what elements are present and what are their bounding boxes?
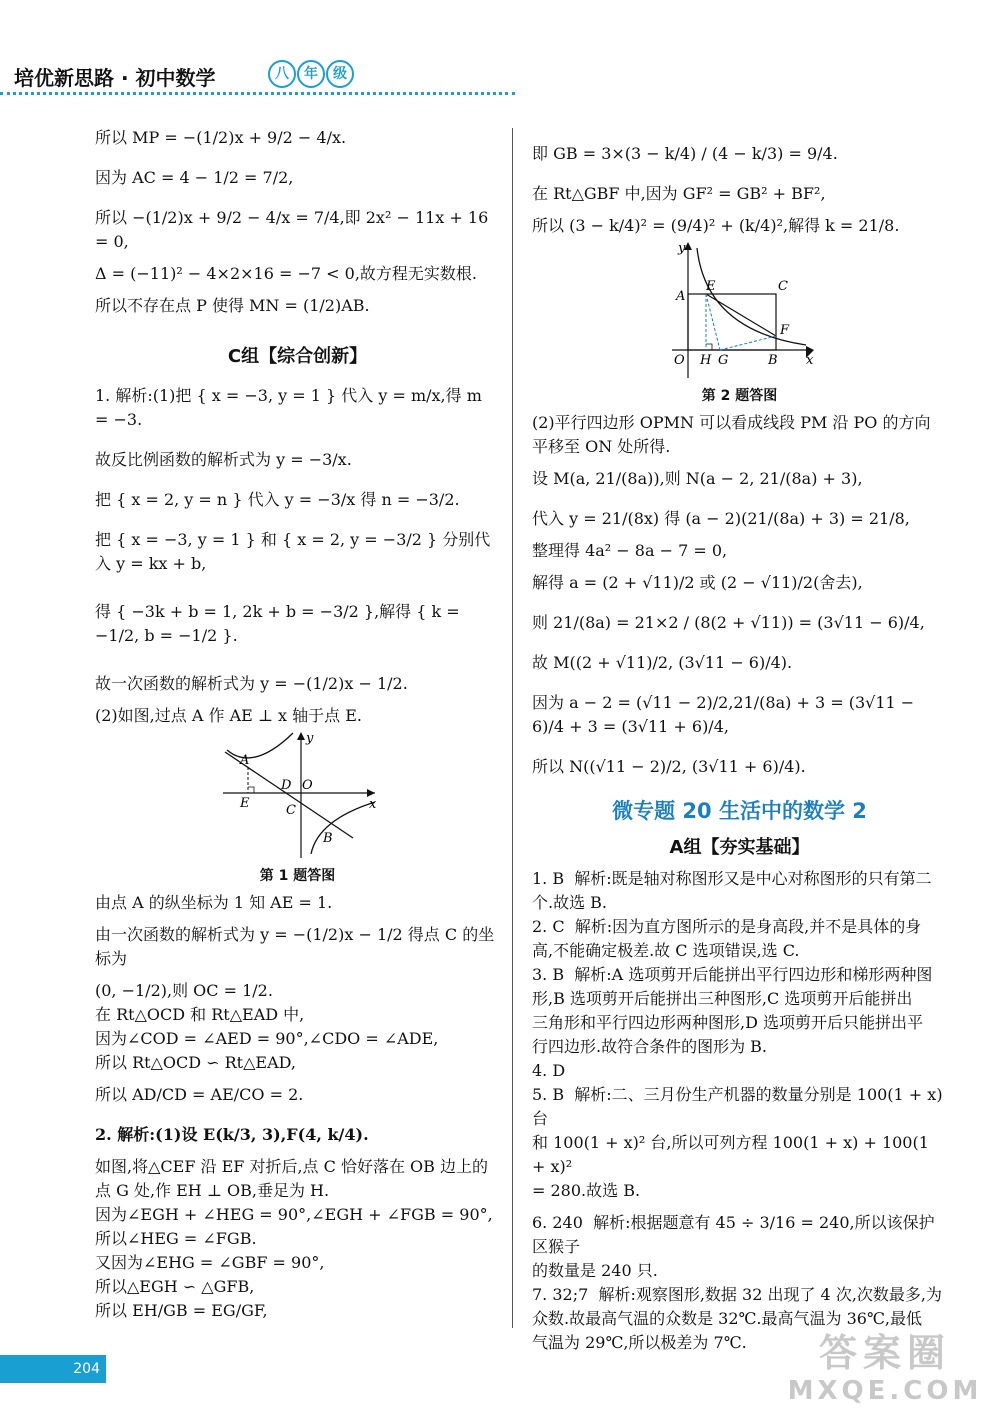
header-title: 培优新思路 · 初中数学 <box>14 66 216 90</box>
fig1-label-b: B <box>322 831 333 846</box>
fig2-label-a: A <box>675 289 685 304</box>
grade-char: 年 <box>297 60 325 88</box>
text-line: 故 M((2 + √11)/2, (3√11 − 6)/4). <box>532 653 793 672</box>
watermark <box>780 1330 990 1416</box>
watermark-url: MXQE.COM <box>787 1376 983 1406</box>
answer-line: 2. C 解析:因为直方图所示的是身高段,并不是具体的身 <box>532 917 922 936</box>
grade-char: 级 <box>326 60 354 88</box>
fig1-label-e: E <box>239 796 249 811</box>
fig2-label-c: C <box>777 279 788 294</box>
text-line: 在 Rt△OCD 和 Rt△EAD 中, <box>95 1005 305 1024</box>
text-line: (2)平行四边形 OPMN 可以看成线段 PM 沿 PO 的方向 <box>532 413 931 432</box>
text-line: 所以不存在点 P 使得 MN = (1/2)AB. <box>95 296 370 315</box>
text-line: 所以 MP = −(1/2)x + 9/2 − 4/x. <box>95 128 347 147</box>
text-line: (0, −1/2),则 OC = 1/2. <box>95 981 273 1000</box>
answer-line: 三角形和平行四边形两种图形,D 选项剪开后只能拼出平 <box>532 1013 924 1032</box>
text-line: 解得 a = (2 + √11)/2 或 (2 − √11)/2(舍去), <box>532 573 863 592</box>
fig2-label-o: O <box>673 353 685 368</box>
right-column <box>532 126 947 1355</box>
fig1-label-y: y <box>305 731 313 746</box>
grade-char: 八 <box>268 60 296 88</box>
text-line: 所以 Rt△OCD ∽ Rt△EAD, <box>95 1053 296 1072</box>
fig2-label-e: E <box>705 279 715 294</box>
figure-2 <box>532 238 947 405</box>
figure-2-caption: 第 2 题答图 <box>701 388 778 404</box>
text-line: (2)如图,过点 A 作 AE ⊥ x 轴于点 E. <box>95 706 362 725</box>
text-line: 由一次函数的解析式为 y = −(1/2)x − 1/2 得点 C 的坐标为 <box>95 925 495 968</box>
text-line: 因为∠EGH + ∠HEG = 90°,∠EGH + ∠FGB = 90°, <box>95 1205 493 1224</box>
fig2-label-h: H <box>699 353 711 368</box>
text-line: 把 { x = 2, y = n } 代入 y = −3/x 得 n = −3/2. <box>95 490 460 509</box>
answer-line: 4. D <box>532 1061 566 1080</box>
section-heading-c: C组【综合创新】 <box>227 346 368 367</box>
text-line: 所以 AD/CD = AE/CO = 2. <box>95 1085 304 1104</box>
text-line: 在 Rt△GBF 中,因为 GF² = GB² + BF², <box>532 184 826 203</box>
answer-line: 高,不能确定极差.故 C 选项错误,选 C. <box>532 941 800 960</box>
figure-2-graph <box>660 238 820 383</box>
text-line: 即 GB = 3×(3 − k/4) / (4 − k/3) = 9/4. <box>532 144 838 163</box>
header-rule <box>0 92 515 95</box>
column-divider <box>512 128 513 1328</box>
fig1-label-a: A <box>239 753 249 768</box>
text-line: 故反比例函数的解析式为 y = −3/x. <box>95 450 352 469</box>
text-line: 2. 解析:(1)设 E(k/3, 3),F(4, k/4). <box>95 1125 369 1144</box>
text-line: 把 { x = −3, y = 1 } 和 { x = 2, y = −3/2 } 分别代入 y = kx + b, <box>95 530 491 573</box>
text-line: 因为 AC = 4 − 1/2 = 7/2, <box>95 168 294 187</box>
answer-line: 众数.故最高气温的众数是 32℃.最高气温为 36℃,最低 <box>532 1309 922 1328</box>
fig1-label-c: C <box>285 803 296 818</box>
text-line: Δ = (−11)² − 4×2×16 = −7 < 0,故方程无实数根. <box>95 264 478 283</box>
answer-line: 1. B 解析:既是轴对称图形又是中心对称图形的只有第二 <box>532 869 932 888</box>
text-line: 由点 A 的纵坐标为 1 知 AE = 1. <box>95 893 333 912</box>
fig2-label-f: F <box>779 323 789 338</box>
answer-line: 和 100(1 + x)² 台,所以可列方程 100(1 + x) + 100(1 + x)² <box>532 1133 935 1176</box>
fig2-label-g: G <box>717 353 728 368</box>
text-line: 所以 N((√11 − 2)/2, (3√11 + 6)/4). <box>532 757 806 776</box>
figure-1 <box>95 728 500 885</box>
fig2-label-b: B <box>767 353 778 368</box>
topic-title: 微专题 20 生活中的数学 2 <box>612 799 867 823</box>
fig2-label-x: x <box>805 353 813 368</box>
left-column <box>95 126 500 1323</box>
answer-line: 6. 240 解析:根据题意有 45 ÷ 3/16 = 240,所以该保护区猴子 <box>532 1213 935 1256</box>
text-line: 故一次函数的解析式为 y = −(1/2)x − 1/2. <box>95 674 408 693</box>
text-line: 所以∠HEG = ∠FGB. <box>95 1229 257 1248</box>
text-line: 得 { −3k + b = 1, 2k + b = −3/2 },解得 { k = −1/2, b = −1/2 }. <box>95 602 465 645</box>
text-line: 又因为∠EHG = ∠GBF = 90°, <box>95 1253 325 1272</box>
watermark-logo: 答案圈 <box>818 1331 951 1375</box>
figure-1-graph <box>213 728 383 863</box>
text-line: 因为∠COD = ∠AED = 90°,∠CDO = ∠ADE, <box>95 1029 439 1048</box>
answer-line: 行四边形.故符合条件的图形为 B. <box>532 1037 768 1056</box>
text-line: 所以 EH/GB = EG/GF, <box>95 1301 268 1320</box>
text-line: 设 M(a, 21/(8a)),则 N(a − 2, 21/(8a) + 3), <box>532 469 863 488</box>
page-number: 204 <box>0 1355 106 1383</box>
section-heading-a: A组【夯实基础】 <box>669 837 810 858</box>
text-line: 点 G 处,作 EH ⊥ OB,垂足为 H. <box>95 1181 330 1200</box>
text-line: 所以△EGH ∽ △GFB, <box>95 1277 255 1296</box>
text-line: 1. 解析:(1)把 { x = −3, y = 1 } 代入 y = m/x,得 m = −3. <box>95 386 487 429</box>
text-line: 所以 −(1/2)x + 9/2 − 4/x = 7/4,即 2x² − 11x + 16 = 0, <box>95 208 494 251</box>
fig1-label-o: O <box>301 778 313 793</box>
text-line: 平移至 ON 处所得. <box>532 437 671 456</box>
grade-badge <box>268 60 355 88</box>
answer-line: 5. B 解析:二、三月份生产机器的数量分别是 100(1 + x)台 <box>532 1085 943 1128</box>
fig1-label-d: D <box>280 778 291 793</box>
figure-1-caption: 第 1 题答图 <box>259 868 336 884</box>
answer-line: 形,B 选项剪开后能拼出三种图形,C 选项剪开后能拼出 <box>532 989 913 1008</box>
answer-line: 气温为 29℃,所以极差为 7℃. <box>532 1333 747 1352</box>
text-line: 如图,将△CEF 沿 EF 对折后,点 C 恰好落在 OB 边上的 <box>95 1157 489 1176</box>
text-line: 代入 y = 21/(8x) 得 (a − 2)(21/(8a) + 3) = 21/8, <box>532 509 910 528</box>
fig2-label-y: y <box>677 241 685 256</box>
text-line: 因为 a − 2 = (√11 − 2)/2,21/(8a) + 3 = (3√11 − 6)/4 + 3 = (3√11 + 6)/4, <box>532 693 920 736</box>
answer-line: 个.故选 B. <box>532 893 608 912</box>
text-line: 整理得 4a² − 8a − 7 = 0, <box>532 541 728 560</box>
answer-line: 3. B 解析:A 选项剪开后能拼出平行四边形和梯形两种图 <box>532 965 933 984</box>
answer-line: 7. 32;7 解析:观察图形,数据 32 出现了 4 次,次数最多,为 <box>532 1285 942 1304</box>
answer-line: 的数量是 240 只. <box>532 1261 658 1280</box>
fig1-label-x: x <box>368 797 376 812</box>
text-line: 则 21/(8a) = 21×2 / (8(2 + √11)) = (3√11 − 6)/4, <box>532 613 925 632</box>
answer-line: = 280.故选 B. <box>532 1181 641 1200</box>
text-line: 所以 (3 − k/4)² = (9/4)² + (k/4)²,解得 k = 21/8. <box>532 216 900 235</box>
